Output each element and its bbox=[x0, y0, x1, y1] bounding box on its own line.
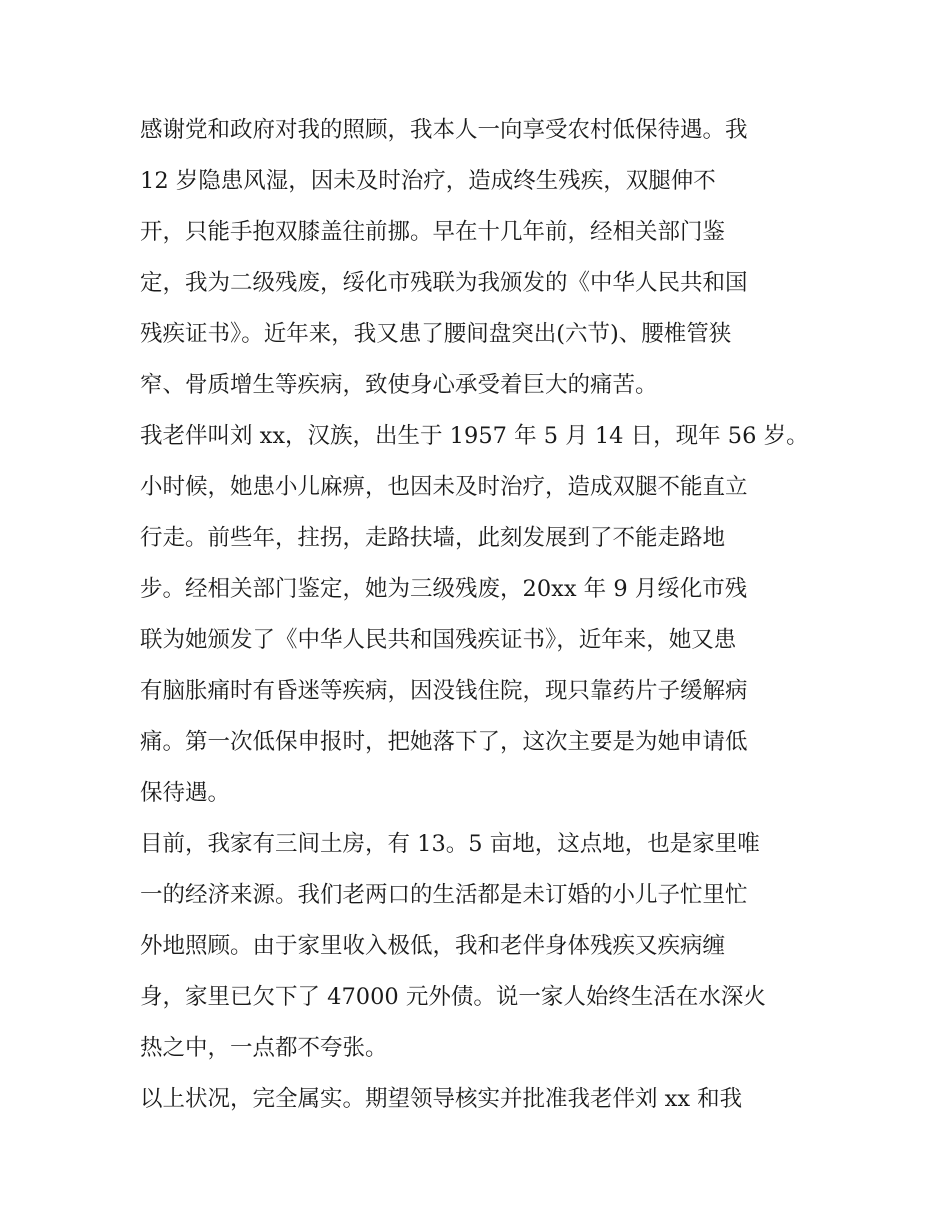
text-line: 12 岁隐患风湿，因未及时治疗，造成终生残疾，双腿伸不 bbox=[140, 168, 716, 194]
paragraph-3 bbox=[140, 819, 820, 1074]
text-line: 外地照顾。由于家里收入极低，我和老伴身体残疾又疾病缠 bbox=[140, 933, 726, 959]
text-line: 身，家里已欠下了 47000 元外债。说一家人始终生活在水深火 bbox=[140, 984, 766, 1010]
text-line: 保待遇。 bbox=[140, 780, 231, 806]
text-line: 我老伴叫刘 xx，汉族，出生于 1957 年 5 月 14 日，现年 56 岁。 bbox=[140, 423, 809, 449]
text-line: 残疾证书》。近年来，我又患了腰间盘突出(六节)、腰椎管狭 bbox=[140, 321, 732, 347]
text-line: 有脑胀痛时有昏迷等疾病，因没钱住院，现只靠药片子缓解病 bbox=[140, 678, 748, 704]
text-line: 痛。第一次低保申报时，把她落下了，这次主要是为她申请低 bbox=[140, 729, 748, 755]
text-line: 定，我为二级残废，绥化市残联为我颁发的《中华人民共和国 bbox=[140, 270, 748, 296]
text-line: 一的经济来源。我们老两口的生活都是未订婚的小儿子忙里忙 bbox=[140, 882, 748, 908]
text-line: 热之中，一点都不夸张。 bbox=[140, 1035, 388, 1061]
paragraph-4 bbox=[140, 1074, 820, 1125]
text-line: 开，只能手抱双膝盖往前挪。早在十几年前，经相关部门鉴 bbox=[140, 219, 726, 245]
text-line: 感谢党和政府对我的照顾，我本人一向享受农村低保待遇。我 bbox=[140, 117, 748, 143]
text-line: 小时候，她患小儿麻痹，也因未及时治疗，造成双腿不能直立 bbox=[140, 474, 748, 500]
text-line: 窄、骨质增生等疾病，致使身心承受着巨大的痛苦。 bbox=[140, 372, 658, 398]
document-body bbox=[140, 105, 820, 1125]
paragraph-1 bbox=[140, 105, 820, 411]
text-line: 目前，我家有三间土房，有 13。5 亩地，这点地，也是家里唯 bbox=[140, 831, 760, 857]
text-line: 以上状况，完全属实。期望领导核实并批准我老伴刘 xx 和我 bbox=[140, 1086, 743, 1112]
text-line: 步。经相关部门鉴定，她为三级残废，20xx 年 9 月绥化市残 bbox=[140, 576, 748, 602]
text-line: 联为她颁发了《中华人民共和国残疾证书》，近年来，她又患 bbox=[140, 627, 737, 653]
text-line: 行走。前些年，拄拐，走路扶墙，此刻发展到了不能走路地 bbox=[140, 525, 726, 551]
paragraph-2 bbox=[140, 411, 820, 819]
